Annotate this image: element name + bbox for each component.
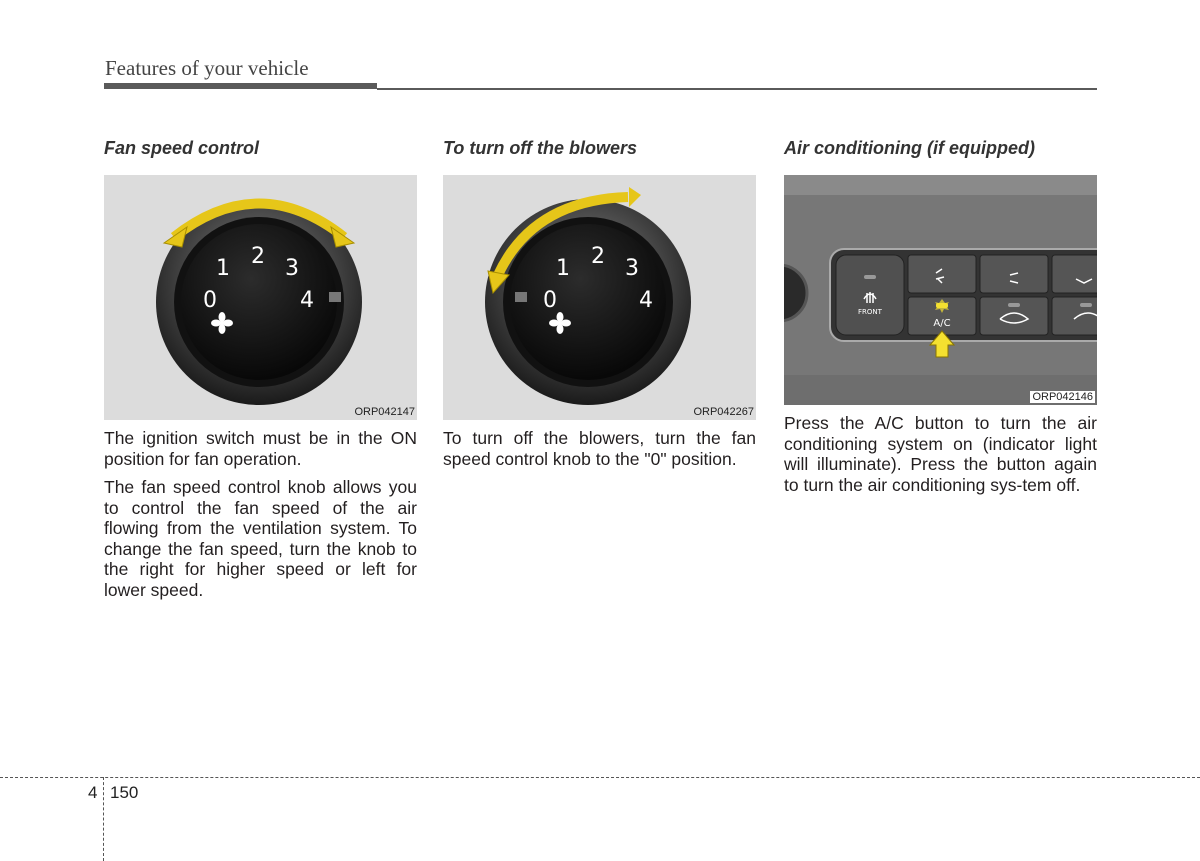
body-paragraph: The ignition switch must be in the ON position for fan operation. [104,428,417,469]
knob-indicator [329,292,341,302]
section-heading: Fan speed control [104,138,260,158]
column-blowers-off [443,138,756,469]
header-rule-thin [377,88,1097,90]
running-header: Features of your vehicle [105,56,309,80]
figure-code: ORP042267 [693,406,754,418]
header-rule-thick [104,83,377,89]
body-paragraph: The fan speed control knob allows you to control the fan speed of the air flowing from the ventilation system. To change the fan speed, turn the knob to the right for higher speed or left for lower speed. [104,477,417,600]
section-heading: To turn off the blowers [443,138,637,158]
knob-label-1: 1 [216,256,230,281]
figure-fan-knob-both-ways [104,175,417,420]
body-paragraph: Press the A/C button to turn the air conditioning system on (indicator light will illuminate). Press the button again to turn the air conditioning sys-tem off. [784,413,1097,495]
knob-label-0: 0 [203,288,217,313]
section-heading: Air conditioning (if equipped) [784,138,1035,158]
column-air-conditioning [784,138,1097,495]
ac-label: A/C [933,318,951,329]
column-fan-speed [104,138,417,600]
footer-rule [0,777,1200,778]
knob-label-2: 2 [251,244,265,269]
section-number: 4 [88,783,98,802]
page-number: 150 [110,783,139,802]
knob-label-4: 4 [300,288,314,313]
knob-label-3: 3 [285,256,299,281]
knob-indicator [515,292,527,302]
footer-divider [103,777,104,861]
figure-ac-panel [784,175,1097,405]
figure-code: ORP042147 [354,406,415,418]
body-paragraph: To turn off the blowers, turn the fan speed control knob to the "0" position. [443,428,756,469]
front-label: FRONT [858,308,882,316]
figure-code: ORP042146 [1032,391,1093,403]
knob-label-1: 1 [556,256,570,281]
knob-label-4: 4 [639,288,653,313]
knob-label-2: 2 [591,244,605,269]
knob-label-3: 3 [625,256,639,281]
figure-fan-knob-to-zero [443,175,756,420]
knob-label-0: 0 [543,288,557,313]
